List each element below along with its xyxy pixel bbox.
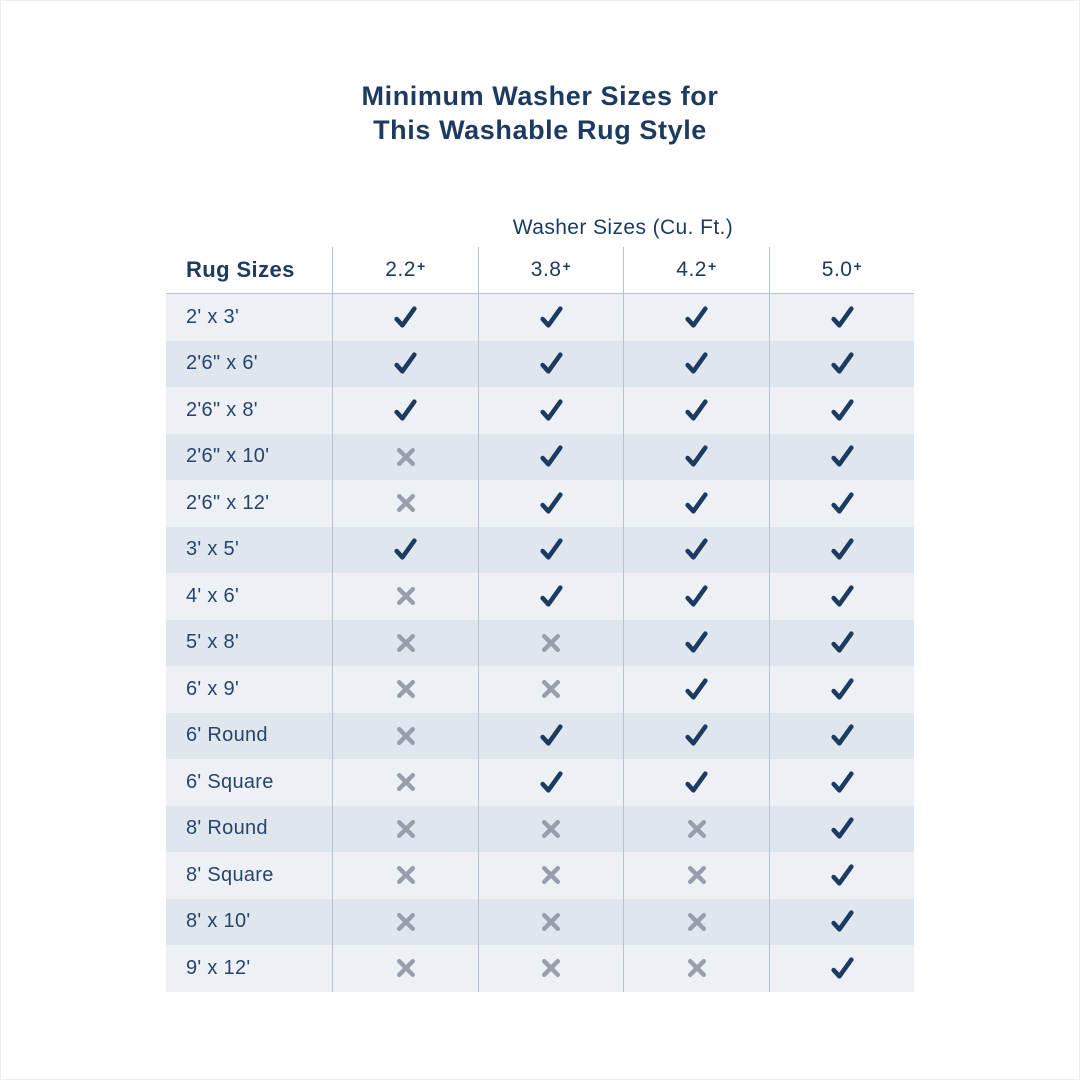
compatibility-cell — [478, 480, 623, 527]
compatibility-cell — [478, 620, 623, 667]
check-icon — [538, 583, 565, 610]
x-icon — [686, 911, 708, 933]
check-icon — [829, 676, 856, 703]
rug-size-label: 9' x 12' — [186, 956, 251, 979]
compatibility-cell — [623, 527, 769, 574]
table-row — [166, 434, 914, 481]
table-row — [166, 387, 914, 434]
table-row — [166, 666, 914, 713]
compatibility-cell — [623, 852, 769, 899]
compatibility-cell — [623, 759, 769, 806]
washer-size-column-header — [623, 247, 769, 293]
compatibility-cell — [769, 341, 914, 388]
rug-size-label: 2' x 3' — [186, 305, 240, 328]
compatibility-cell — [478, 713, 623, 760]
table-row — [166, 480, 914, 527]
compatibility-cell — [769, 434, 914, 481]
compatibility-cell — [478, 527, 623, 574]
rug-sizes-header: Rug Sizes — [186, 257, 295, 282]
compatibility-cell — [478, 945, 623, 992]
table-row — [166, 899, 914, 946]
table-row — [166, 573, 914, 620]
x-icon — [395, 492, 417, 514]
x-icon — [395, 818, 417, 840]
table-header-row — [166, 247, 914, 294]
x-icon — [395, 771, 417, 793]
compatibility-cell — [769, 666, 914, 713]
rug-size-label: 3' x 5' — [186, 538, 240, 561]
table-row — [166, 341, 914, 388]
compatibility-cell — [623, 434, 769, 481]
compatibility-cell — [332, 434, 478, 481]
column-header-plus: + — [562, 258, 572, 274]
rug-size-label: 4' x 6' — [186, 584, 240, 607]
check-icon — [683, 350, 710, 377]
rug-size-label: 8' Square — [186, 863, 274, 886]
table-row — [166, 294, 914, 341]
compatibility-cell — [623, 899, 769, 946]
compatibility-cell — [332, 806, 478, 853]
compatibility-cell — [332, 945, 478, 992]
check-icon — [683, 443, 710, 470]
check-icon — [829, 490, 856, 517]
rug-size-label: 2'6" x 12' — [186, 491, 270, 514]
x-icon — [540, 632, 562, 654]
table-row — [166, 945, 914, 992]
check-icon — [683, 676, 710, 703]
compatibility-cell — [478, 806, 623, 853]
compatibility-cell — [769, 387, 914, 434]
check-icon — [392, 350, 419, 377]
rug-size-label: 8' Round — [186, 817, 268, 840]
compatibility-cell — [478, 899, 623, 946]
compatibility-cell — [769, 852, 914, 899]
x-icon — [686, 864, 708, 886]
compatibility-cell — [332, 713, 478, 760]
compatibility-cell — [478, 852, 623, 899]
compatibility-cell — [623, 666, 769, 713]
compatibility-cell — [332, 294, 478, 341]
washer-size-column-header — [769, 247, 914, 293]
x-icon — [395, 864, 417, 886]
x-icon — [395, 585, 417, 607]
check-icon — [538, 536, 565, 563]
compatibility-cell — [623, 573, 769, 620]
compatibility-cell — [769, 573, 914, 620]
compatibility-cell — [332, 573, 478, 620]
compatibility-cell — [769, 713, 914, 760]
column-header-value: 5.0 — [821, 258, 853, 281]
column-header-value: 2.2 — [385, 258, 416, 281]
check-icon — [683, 397, 710, 424]
column-header-value: 4.2 — [676, 258, 707, 281]
table-row — [166, 527, 914, 574]
check-icon — [683, 769, 710, 796]
check-icon — [538, 397, 565, 424]
x-icon — [395, 957, 417, 979]
check-icon — [829, 955, 856, 982]
washer-size-column-header — [478, 247, 623, 293]
compatibility-cell — [769, 294, 914, 341]
check-icon — [829, 815, 856, 842]
check-icon — [829, 443, 856, 470]
check-icon — [683, 583, 710, 610]
check-icon — [829, 862, 856, 889]
compatibility-cell — [332, 387, 478, 434]
rug-size-label: 5' x 8' — [186, 631, 240, 654]
check-icon — [683, 304, 710, 331]
check-icon — [829, 722, 856, 749]
compatibility-cell — [478, 341, 623, 388]
compatibility-cell — [478, 294, 623, 341]
compatibility-cell — [623, 945, 769, 992]
check-icon — [829, 350, 856, 377]
check-icon — [538, 443, 565, 470]
rug-size-label: 6' Square — [186, 770, 274, 793]
x-icon — [686, 818, 708, 840]
page-title — [1, 79, 1079, 147]
compatibility-cell — [769, 527, 914, 574]
check-icon — [392, 397, 419, 424]
compatibility-cell — [769, 759, 914, 806]
check-icon — [683, 629, 710, 656]
column-header-plus: + — [417, 258, 426, 274]
check-icon — [829, 397, 856, 424]
check-icon — [683, 536, 710, 563]
compatibility-cell — [769, 899, 914, 946]
check-icon — [392, 536, 419, 563]
check-icon — [829, 769, 856, 796]
compatibility-cell — [623, 806, 769, 853]
compatibility-cell — [478, 434, 623, 481]
compatibility-cell — [478, 759, 623, 806]
washer-size-column-header — [332, 247, 478, 293]
compatibility-cell — [332, 480, 478, 527]
compatibility-cell — [332, 620, 478, 667]
rug-size-label: 2'6" x 8' — [186, 398, 258, 421]
compatibility-cell — [332, 852, 478, 899]
compatibility-cell — [769, 480, 914, 527]
check-icon — [538, 350, 565, 377]
compatibility-cell — [769, 806, 914, 853]
table-row — [166, 852, 914, 899]
page-title-line-2: This Washable Rug Style — [373, 115, 707, 145]
compatibility-cell — [332, 899, 478, 946]
x-icon — [540, 818, 562, 840]
table-body — [166, 294, 914, 992]
x-icon — [395, 725, 417, 747]
page-title-line-1: Minimum Washer Sizes for — [361, 81, 719, 111]
x-icon — [540, 911, 562, 933]
check-icon — [683, 490, 710, 517]
check-icon — [829, 583, 856, 610]
check-icon — [829, 629, 856, 656]
x-icon — [395, 632, 417, 654]
compatibility-cell — [332, 759, 478, 806]
compatibility-cell — [623, 620, 769, 667]
compatibility-cell — [623, 480, 769, 527]
x-icon — [395, 446, 417, 468]
compatibility-cell — [332, 341, 478, 388]
check-icon — [829, 536, 856, 563]
compatibility-cell — [332, 666, 478, 713]
check-icon — [392, 304, 419, 331]
x-icon — [686, 957, 708, 979]
table-row — [166, 620, 914, 667]
table-row — [166, 806, 914, 853]
check-icon — [683, 722, 710, 749]
column-header-plus: + — [853, 258, 863, 274]
rug-size-label: 8' x 10' — [186, 910, 251, 933]
x-icon — [540, 957, 562, 979]
table-row — [166, 759, 914, 806]
rug-size-label: 2'6" x 10' — [186, 445, 270, 468]
compatibility-cell — [478, 573, 623, 620]
washer-sizes-group-header: Washer Sizes (Cu. Ft.) — [512, 216, 734, 239]
compatibility-cell — [478, 666, 623, 713]
check-icon — [829, 908, 856, 935]
rug-size-label: 2'6" x 6' — [186, 352, 258, 375]
compatibility-cell — [332, 527, 478, 574]
compatibility-cell — [623, 294, 769, 341]
column-header-plus: + — [708, 258, 717, 274]
compatibility-cell — [769, 620, 914, 667]
table-row — [166, 713, 914, 760]
compatibility-cell — [769, 945, 914, 992]
x-icon — [540, 864, 562, 886]
x-icon — [395, 911, 417, 933]
compatibility-cell — [478, 387, 623, 434]
column-header-value: 3.8 — [530, 258, 562, 281]
washer-size-table — [166, 175, 914, 992]
check-icon — [829, 304, 856, 331]
rug-size-label: 6' Round — [186, 724, 268, 747]
check-icon — [538, 722, 565, 749]
compatibility-cell — [623, 387, 769, 434]
compatibility-cell — [623, 341, 769, 388]
x-icon — [395, 678, 417, 700]
compatibility-cell — [623, 713, 769, 760]
x-icon — [540, 678, 562, 700]
check-icon — [538, 769, 565, 796]
check-icon — [538, 490, 565, 517]
rug-size-label: 6' x 9' — [186, 677, 240, 700]
group-header-row — [166, 175, 914, 247]
check-icon — [538, 304, 565, 331]
